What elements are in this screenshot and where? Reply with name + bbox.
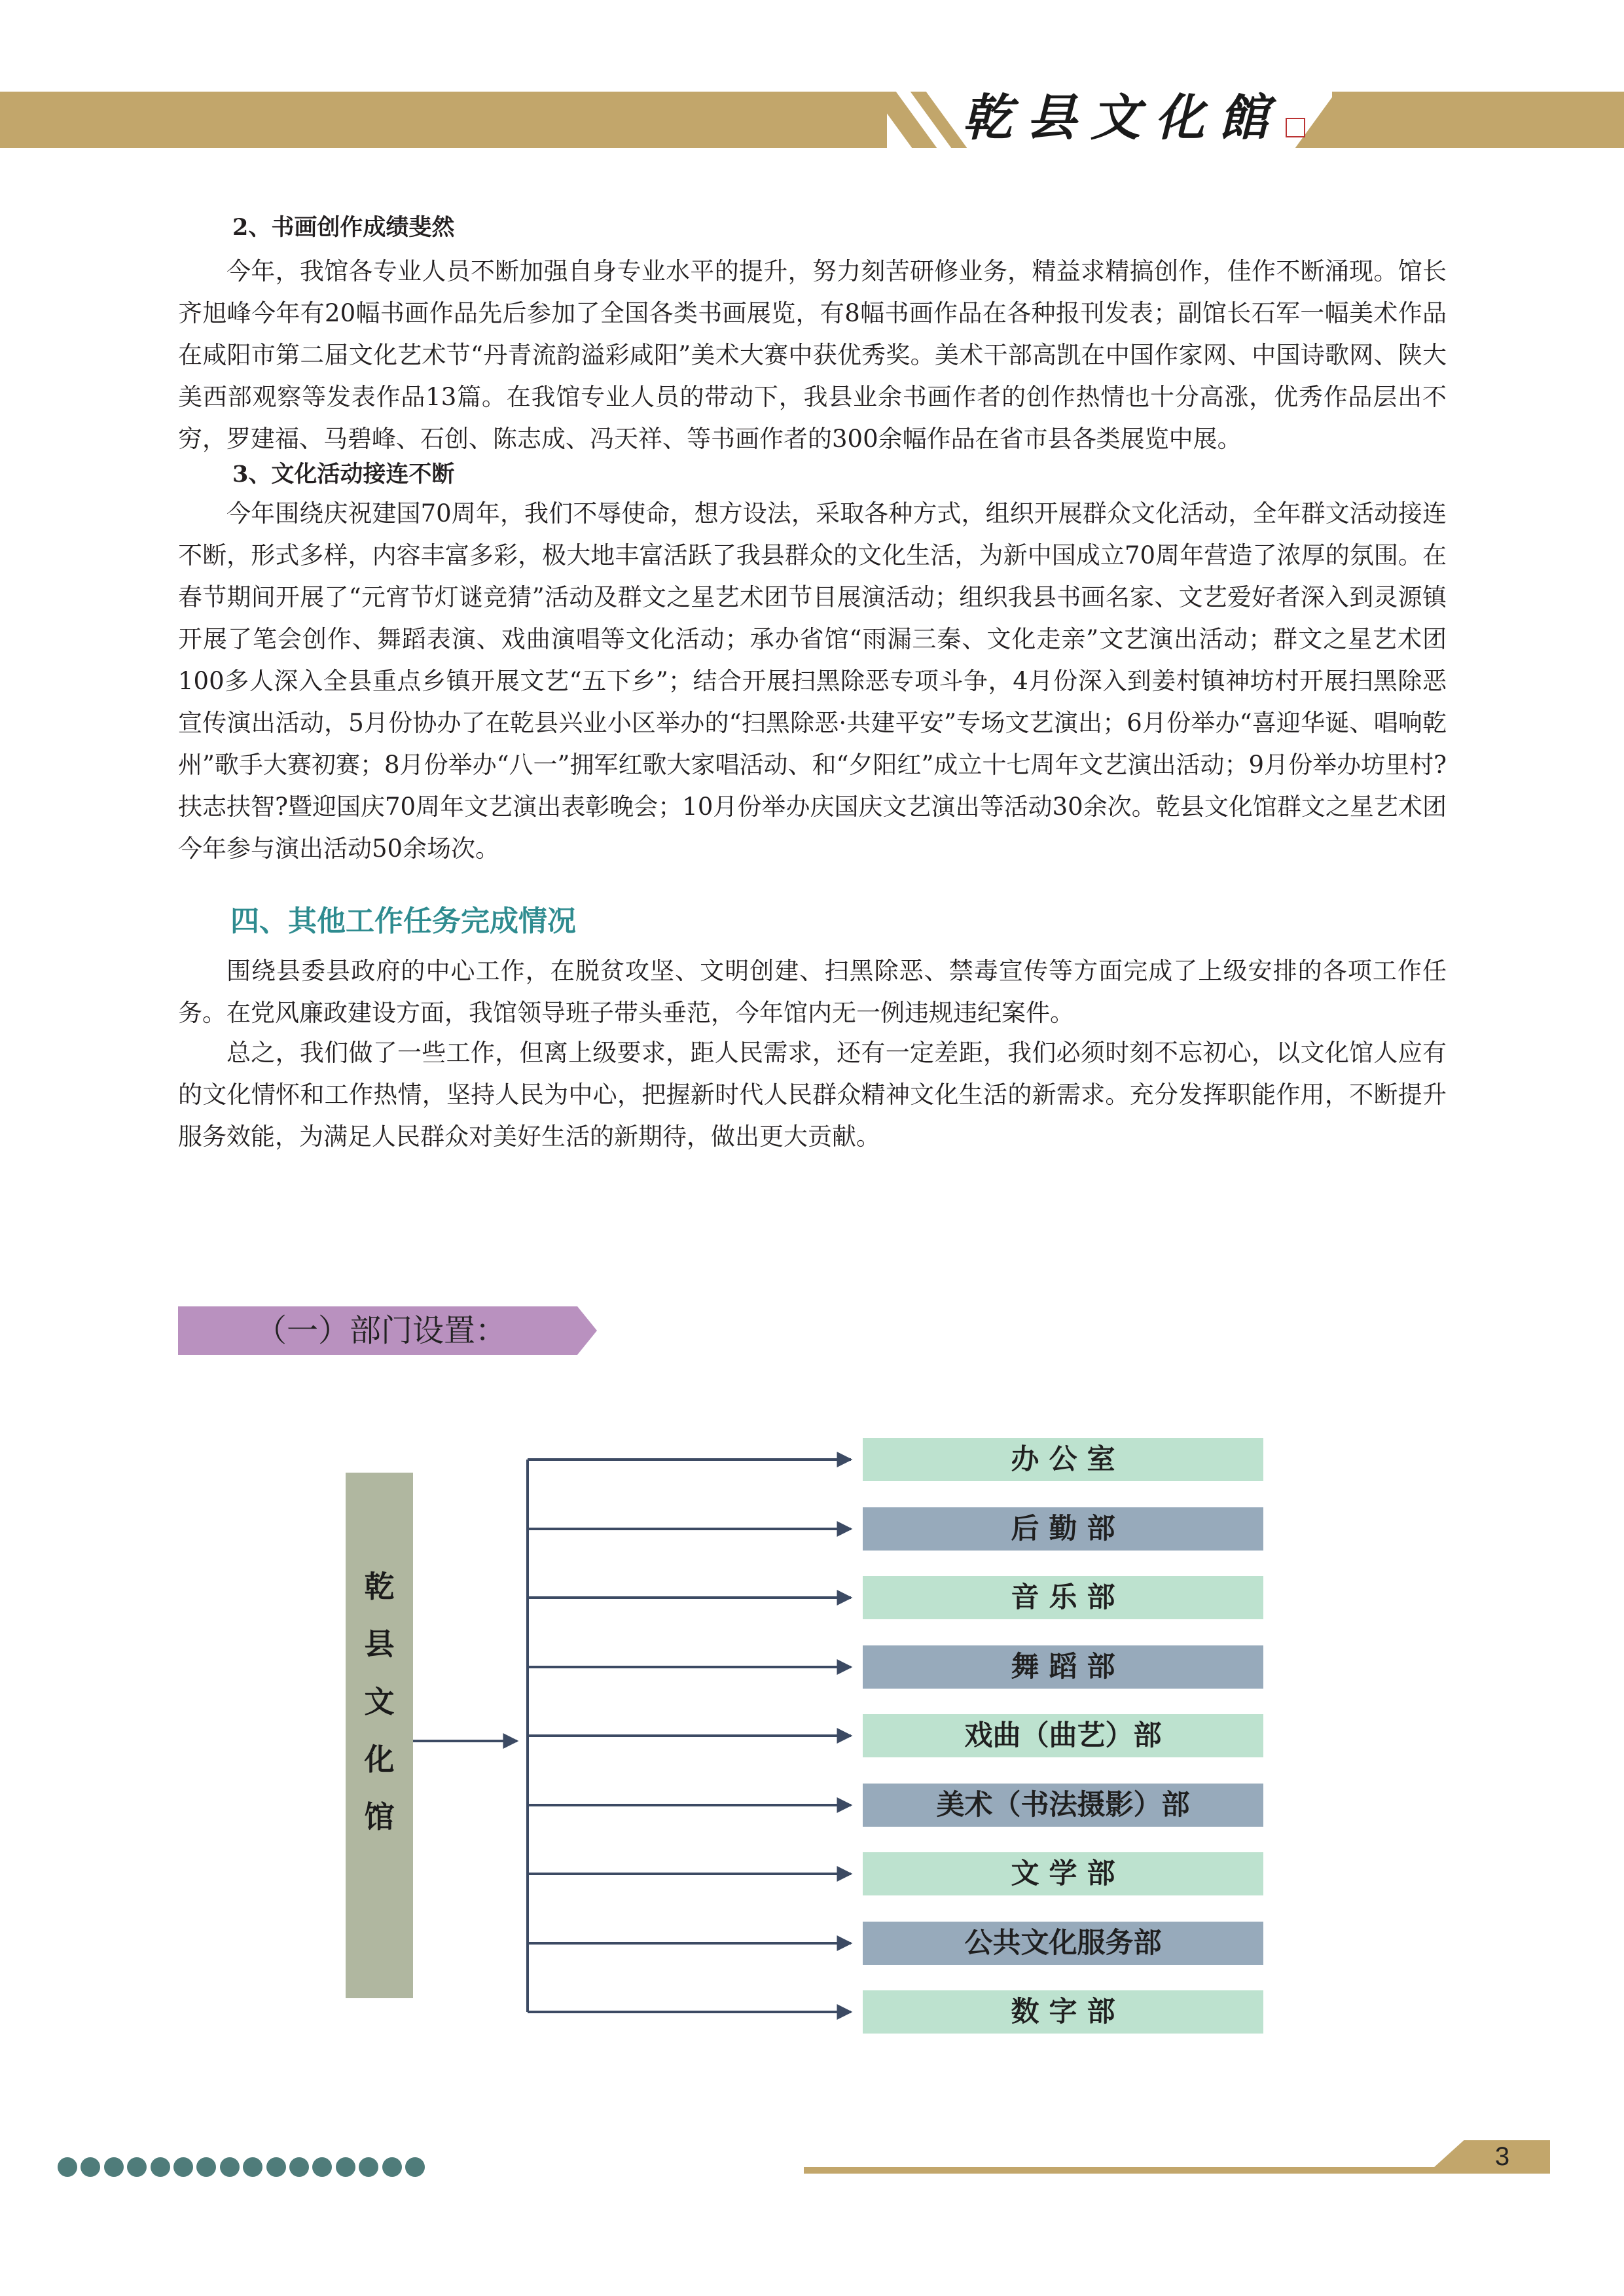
dept-box: 音 乐 部 <box>863 1576 1263 1619</box>
dept-box: 舞 蹈 部 <box>863 1645 1263 1689</box>
footer-dot <box>151 2157 170 2177</box>
dept-box: 文 学 部 <box>863 1852 1263 1895</box>
dept-box: 美术（书法摄影）部 <box>863 1784 1263 1827</box>
dept-box: 数 字 部 <box>863 1990 1263 2034</box>
header-logo: 乾县文化館 <box>962 88 1283 147</box>
footer-dot <box>359 2157 378 2177</box>
org-root-char: 馆 <box>364 1799 395 1835</box>
footer-dot <box>336 2157 355 2177</box>
section-heading: 四、其他工作任务完成情况 <box>230 905 576 938</box>
org-root-char: 乾 <box>364 1569 395 1604</box>
paragraph-summary: 总之，我们做了一些工作，但离上级要求，距人民需求，还有一定差距，我们必须时刻不忘初心，以文化馆人应有的文化情怀和工作热情，坚持人民为中心，把握新时代人民群众精神文化生活的新需求。充分发挥职能作用，不断提升服务效能，为满足人民群众对美好生活的新期待，做出更大贡献。 <box>178 1039 1447 1151</box>
org-root-char: 县 <box>364 1626 395 1662</box>
paragraph-activities: 今年围绕庆祝建国70周年，我们不辱使命，想方设法，采取各种方式，组织开展群众文化活动，全年群文活动接连不断，形式多样，内容丰富多彩，极大地丰富活跃了我县群众的文化生活，为新中国成立70周年营造了浓厚的氛围。在春节期间开展了“元宵节灯谜竞猜”活动及群文之星艺术团节目展演活动；组织我县书画名家、文艺爱好者深入到灵源镇开展了笔会创作、舞蹈表演、戏曲演唱等文化活动；承办省馆“雨漏三秦、文化走亲”文艺演出活动；群文之星艺术团100多人深入全县重点乡镇开展文艺“五下乡”；结合开展扫黑除恶专项斗争，4月份深入到姜村镇神坊村开展扫黑除恶宣传演出活动，5月份协办了在乾县兴业小区举办的“扫黑除恶·共建平安”专场文艺演出；6月份举办“喜迎华诞、唱响乾州”歌手大赛初赛；8月份举办“八一”拥军红歌大家唱活动、和“夕阳红”成立十七周年文艺演出活动；9月份举办坊里村?扶志扶智?暨迎国庆70周年文艺演出表彰晚会；10月份举办庆国庆文艺演出等活动30余次。乾县文化馆群文之星艺术团今年参与演出活动50余场次。 <box>178 499 1447 863</box>
footer-dot <box>173 2157 193 2177</box>
dept-box: 后 勤 部 <box>863 1507 1263 1551</box>
sub-heading-calligraphy: 2、书画创作成绩斐然 <box>232 214 455 241</box>
dept-box: 办 公 室 <box>863 1438 1263 1481</box>
dept-box: 公共文化服务部 <box>863 1922 1263 1965</box>
footer-dot <box>382 2157 402 2177</box>
footer-dot <box>405 2157 425 2177</box>
dept-banner-label: （一）部门设置： <box>255 1312 507 1349</box>
sub-heading-activities: 3、文化活动接连不断 <box>232 461 455 488</box>
footer-dot <box>266 2157 286 2177</box>
footer-dot <box>104 2157 124 2177</box>
org-root-char: 文 <box>364 1684 395 1719</box>
footer-dot <box>127 2157 147 2177</box>
dept-box: 戏曲（曲艺）部 <box>863 1714 1263 1757</box>
footer-dot <box>289 2157 309 2177</box>
paragraph-calligraphy: 今年，我馆各专业人员不断加强自身专业水平的提升，努力刻苦研修业务，精益求精搞创作，佳作不断涌现。馆长齐旭峰今年有20幅书画作品先后参加了全国各类书画展览，有8幅书画作品在各种报刊发表；副馆长石军一幅美术作品在咸阳市第二届文化艺术节“丹青流韵溢彩咸阳”美术大赛中获优秀奖。美术干部高凯在中国作家网、中国诗歌网、陕大美西部观察等发表作品13篇。在我馆专业人员的带动下，我县业余书画作者的创作热情也十分高涨，优秀作品层出不穷，罗建福、马碧峰、石创、陈志成、冯天祥、等书画作者的300余幅作品在省市县各类展览中展。 <box>178 257 1447 453</box>
footer-dot <box>220 2157 240 2177</box>
org-root-char: 化 <box>364 1742 395 1777</box>
paragraph-other-work: 围绕县委县政府的中心工作，在脱贫攻坚、文明创建、扫黑除恶、禁毒宣传等方面完成了上级安排的各项工作任务。在党风廉政建设方面，我馆领导班子带头垂范，今年馆内无一例违规违纪案件。 <box>178 957 1447 1027</box>
footer-dot <box>243 2157 262 2177</box>
page-number: 3 <box>1494 2142 1510 2171</box>
footer-dot <box>58 2157 77 2177</box>
